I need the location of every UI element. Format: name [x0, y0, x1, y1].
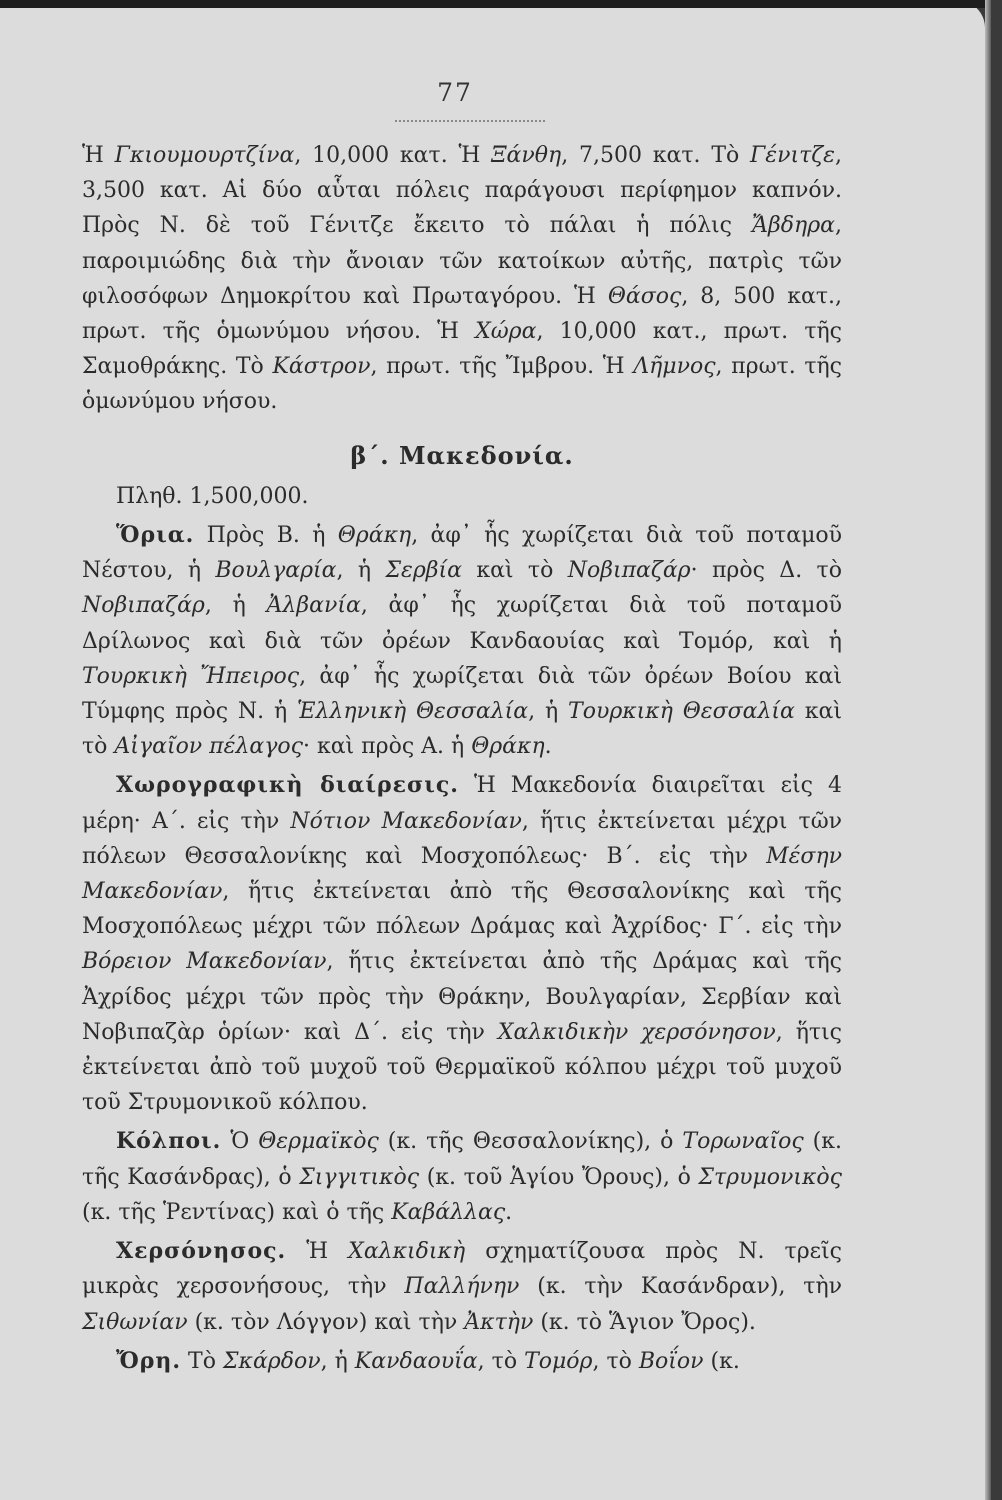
place-name: Θράκη [337, 523, 412, 549]
text-run: , ἀφ᾽ ἧς χωρίζεται διὰ τοῦ ποταμοῦ Δρίλωνος καὶ διὰ τῶν ὀρέων Κανδαουίας καὶ Τομόρ, καὶ ἡ [82, 593, 842, 654]
text-run: , ἀφ᾽ ἧς χωρίζεται διὰ τῶν ὀρέων Βοίου καὶ Τύμφης πρὸς Ν. ἡ [82, 663, 842, 725]
place-name: Καβάλλας [391, 1199, 506, 1225]
paragraph-heading: Χερσόνησος. [116, 1238, 287, 1265]
place-name: Νοβιπαζάρ [567, 558, 691, 584]
place-name: Αἰγαῖον πέλαγος [114, 734, 303, 760]
page-number: 77 [437, 78, 473, 107]
paragraph-heading: Κόλποι. [116, 1128, 222, 1155]
text-run: , ἀφ᾽ ἧς χωρίζεται διὰ τοῦ ποταμοῦ Νέστου, ἡ [82, 523, 843, 584]
text-run: , 7,500 κατ. Τὸ [561, 143, 751, 168]
place-name: Τουρκικὴ Θεσσαλία [568, 699, 795, 725]
place-name: Λῆμνος [633, 354, 716, 380]
text-run: σχηματίζουσα πρὸς Ν. τρεῖς μικρὰς χερσονήσους, τὴν [82, 1239, 842, 1300]
text-run: , πρωτ. τῆς Ἴμβρου. Ἡ [370, 354, 634, 380]
text-run: , ἥτις ἐκτείνεται ἀπὸ τοῦ μυχοῦ τοῦ Θερμαϊκοῦ κόλπου μέχρι τοῦ μυχοῦ τοῦ Στρυμονικοῦ κόλπου. [82, 1019, 842, 1116]
section-title: β΄. Μακεδονία. [350, 440, 574, 470]
place-name: Σκάρδον [222, 1348, 321, 1374]
ornament-rule [395, 114, 545, 122]
place-name: Βόρειον Μακεδονίαν [82, 949, 327, 975]
text-run: (κ. τὸν Λόγγον) καὶ τὴν [187, 1309, 465, 1335]
text-run: (κ. τὴν Κασάνδραν), τὴν [519, 1274, 842, 1300]
place-name: Τουρκικὴ Ἤπειρος [82, 663, 300, 689]
text-run: (κ. τῆς Κασάνδρας), ὁ [82, 1129, 842, 1190]
text-run: , 10,000 κατ., πρωτ. τῆς Σαμοθράκης. Τὸ [82, 319, 842, 380]
place-name: Χώρα [475, 319, 537, 345]
place-name: Τομόρ [524, 1348, 593, 1374]
text-run: , 10,000 κατ. Ἡ [294, 143, 492, 168]
place-name: Νότιον Μακεδονίαν [290, 808, 522, 834]
place-name: Χαλκιδικὴ [348, 1239, 466, 1265]
text-run: , ἥτις ἐκτείνεται ἀπὸ τῆς Θεσσαλονίκης καὶ τῆς Μοσχοπόλεως μέχρι τῶν πόλεων Δράμας καὶ Ἀχρίδος· Γ΄. εἰς τὴν [82, 879, 842, 940]
text-run: , ἡ [204, 593, 267, 619]
text-run: (κ. τῆς Ῥεντίνας) καὶ ὁ τῆς [82, 1199, 392, 1225]
page-edge [985, 0, 991, 1500]
population-line: Πληθ. 1,500,000. [116, 483, 309, 509]
place-name: Ξάνθη [491, 143, 562, 168]
text-run: Ἡ Μακεδονία διαιρεῖται εἰς 4 μέρη· Α΄. εἰς τὴν [82, 773, 842, 834]
place-name: Γκιουμουρτζίνα [114, 143, 295, 168]
text-run: , ἡ [336, 558, 386, 584]
place-name: Κάστρον [272, 354, 371, 380]
place-name: Θάσος [607, 283, 682, 309]
paragraph-borders [82, 518, 842, 764]
place-name: Μέσην Μακεδονίαν [82, 843, 842, 905]
text-run: , τὸ [477, 1348, 525, 1374]
text-run: Ἡ [82, 143, 115, 168]
paragraph-thrace-cities [82, 138, 842, 420]
top-edge-shadow [0, 0, 985, 8]
place-name: Θράκη [471, 734, 545, 760]
place-name: Σιγγιτικὸς [299, 1164, 420, 1190]
place-name: Ἄβδηρα [751, 213, 835, 239]
paragraph-peninsula [82, 1234, 842, 1340]
place-name: Νοβιπαζάρ [82, 593, 205, 619]
text-run: , 3,500 κατ. Αἱ δύο αὗται πόλεις παράγουσι περίφημον καπνόν. Πρὸς Ν. δὲ τοῦ Γένιτζε ἔκειτο τὸ πάλαι ἡ πόλις [82, 143, 842, 239]
text-run: (κ. τοῦ Ἁγίου Ὄρους), ὁ [419, 1164, 699, 1190]
text-run: καὶ τὸ [461, 558, 568, 584]
place-name: Κανδαουΐα [354, 1348, 478, 1374]
place-name: Ἑλληνικὴ Θεσσαλία [296, 699, 529, 725]
text-run: Ὁ [221, 1129, 259, 1155]
paragraph-gulfs [82, 1124, 842, 1230]
place-name: Θερμαϊκὸς [258, 1129, 379, 1155]
text-run: . [544, 734, 552, 760]
text-run: , ἡ [528, 699, 569, 725]
text-run: , πρωτ. τῆς ὁμωνύμου νήσου. [82, 354, 843, 415]
place-name: Παλλήνην [404, 1274, 520, 1300]
text-run: (κ. τῆς Θεσσαλονίκης), ὁ [378, 1129, 683, 1155]
place-name: Ἀκτὴν [464, 1309, 534, 1335]
text-run: Πρὸς Β. ἡ [194, 523, 338, 549]
paragraph-mountains [82, 1344, 842, 1379]
body-text [82, 138, 842, 1379]
text-run: . [505, 1199, 513, 1225]
text-run: καὶ τὸ [82, 699, 842, 760]
text-run: (κ. [703, 1348, 740, 1374]
paragraph-divisions [82, 768, 842, 1120]
text-run: (κ. τὸ Ἅγιον Ὄρος). [533, 1309, 756, 1335]
text-run: , ἡ [320, 1348, 355, 1374]
text-run: · πρὸς Δ. τὸ [690, 558, 842, 584]
text-run: , τὸ [592, 1348, 639, 1374]
text-run: , ἥτις ἐκτείνεται μέχρι τῶν πόλεων Θεσσαλονίκης καὶ Μοσχοπόλεως· Β΄. εἰς τὴν [82, 808, 843, 869]
place-name: Γένιτζε [750, 143, 835, 168]
text-run: Ἡ [286, 1239, 349, 1265]
text-run: , ἥτις ἐκτείνεται ἀπὸ τῆς Δράμας καὶ τῆς Ἀχρίδος μέχρι τῶν πρὸς τὴν Θράκην, Βουλγαρίαν, Σερβίαν καὶ Νοβιπαζὰρ ὁρίων· καὶ Δ΄. εἰς τὴν [82, 949, 842, 1045]
place-name: Στρυμονικὸς [698, 1164, 842, 1190]
text-run: Τὸ [181, 1348, 223, 1374]
place-name: Βοΐον [638, 1348, 704, 1374]
paragraph-heading: Ὄρη. [116, 1347, 182, 1374]
place-name: Ἀλβανία [266, 593, 361, 619]
place-name: Βουλγαρία [215, 558, 337, 584]
place-name: Τορωναῖος [682, 1129, 804, 1155]
text-run: · καὶ πρὸς Α. ἡ [302, 734, 472, 760]
text-run: , παροιμιώδης διὰ τὴν ἄνοιαν τῶν κατοίκων αὐτῆς, πατρὶς τῶν φιλοσόφων Δημοκρίτου καὶ Πρωταγόρου. Ἡ [82, 213, 842, 309]
place-name: Χαλκιδικὴν χερσόνησον [497, 1019, 776, 1045]
place-name: Σιθωνίαν [82, 1309, 188, 1335]
text-run: , 8, 500 κατ., πρωτ. τῆς ὁμωνύμου νήσου. Ἡ [82, 283, 842, 345]
paragraph-heading: Χωρογραφικὴ διαίρεσις. [116, 772, 459, 799]
paragraph-heading: Ὅρια. [116, 522, 195, 549]
place-name: Σερβία [385, 558, 462, 584]
